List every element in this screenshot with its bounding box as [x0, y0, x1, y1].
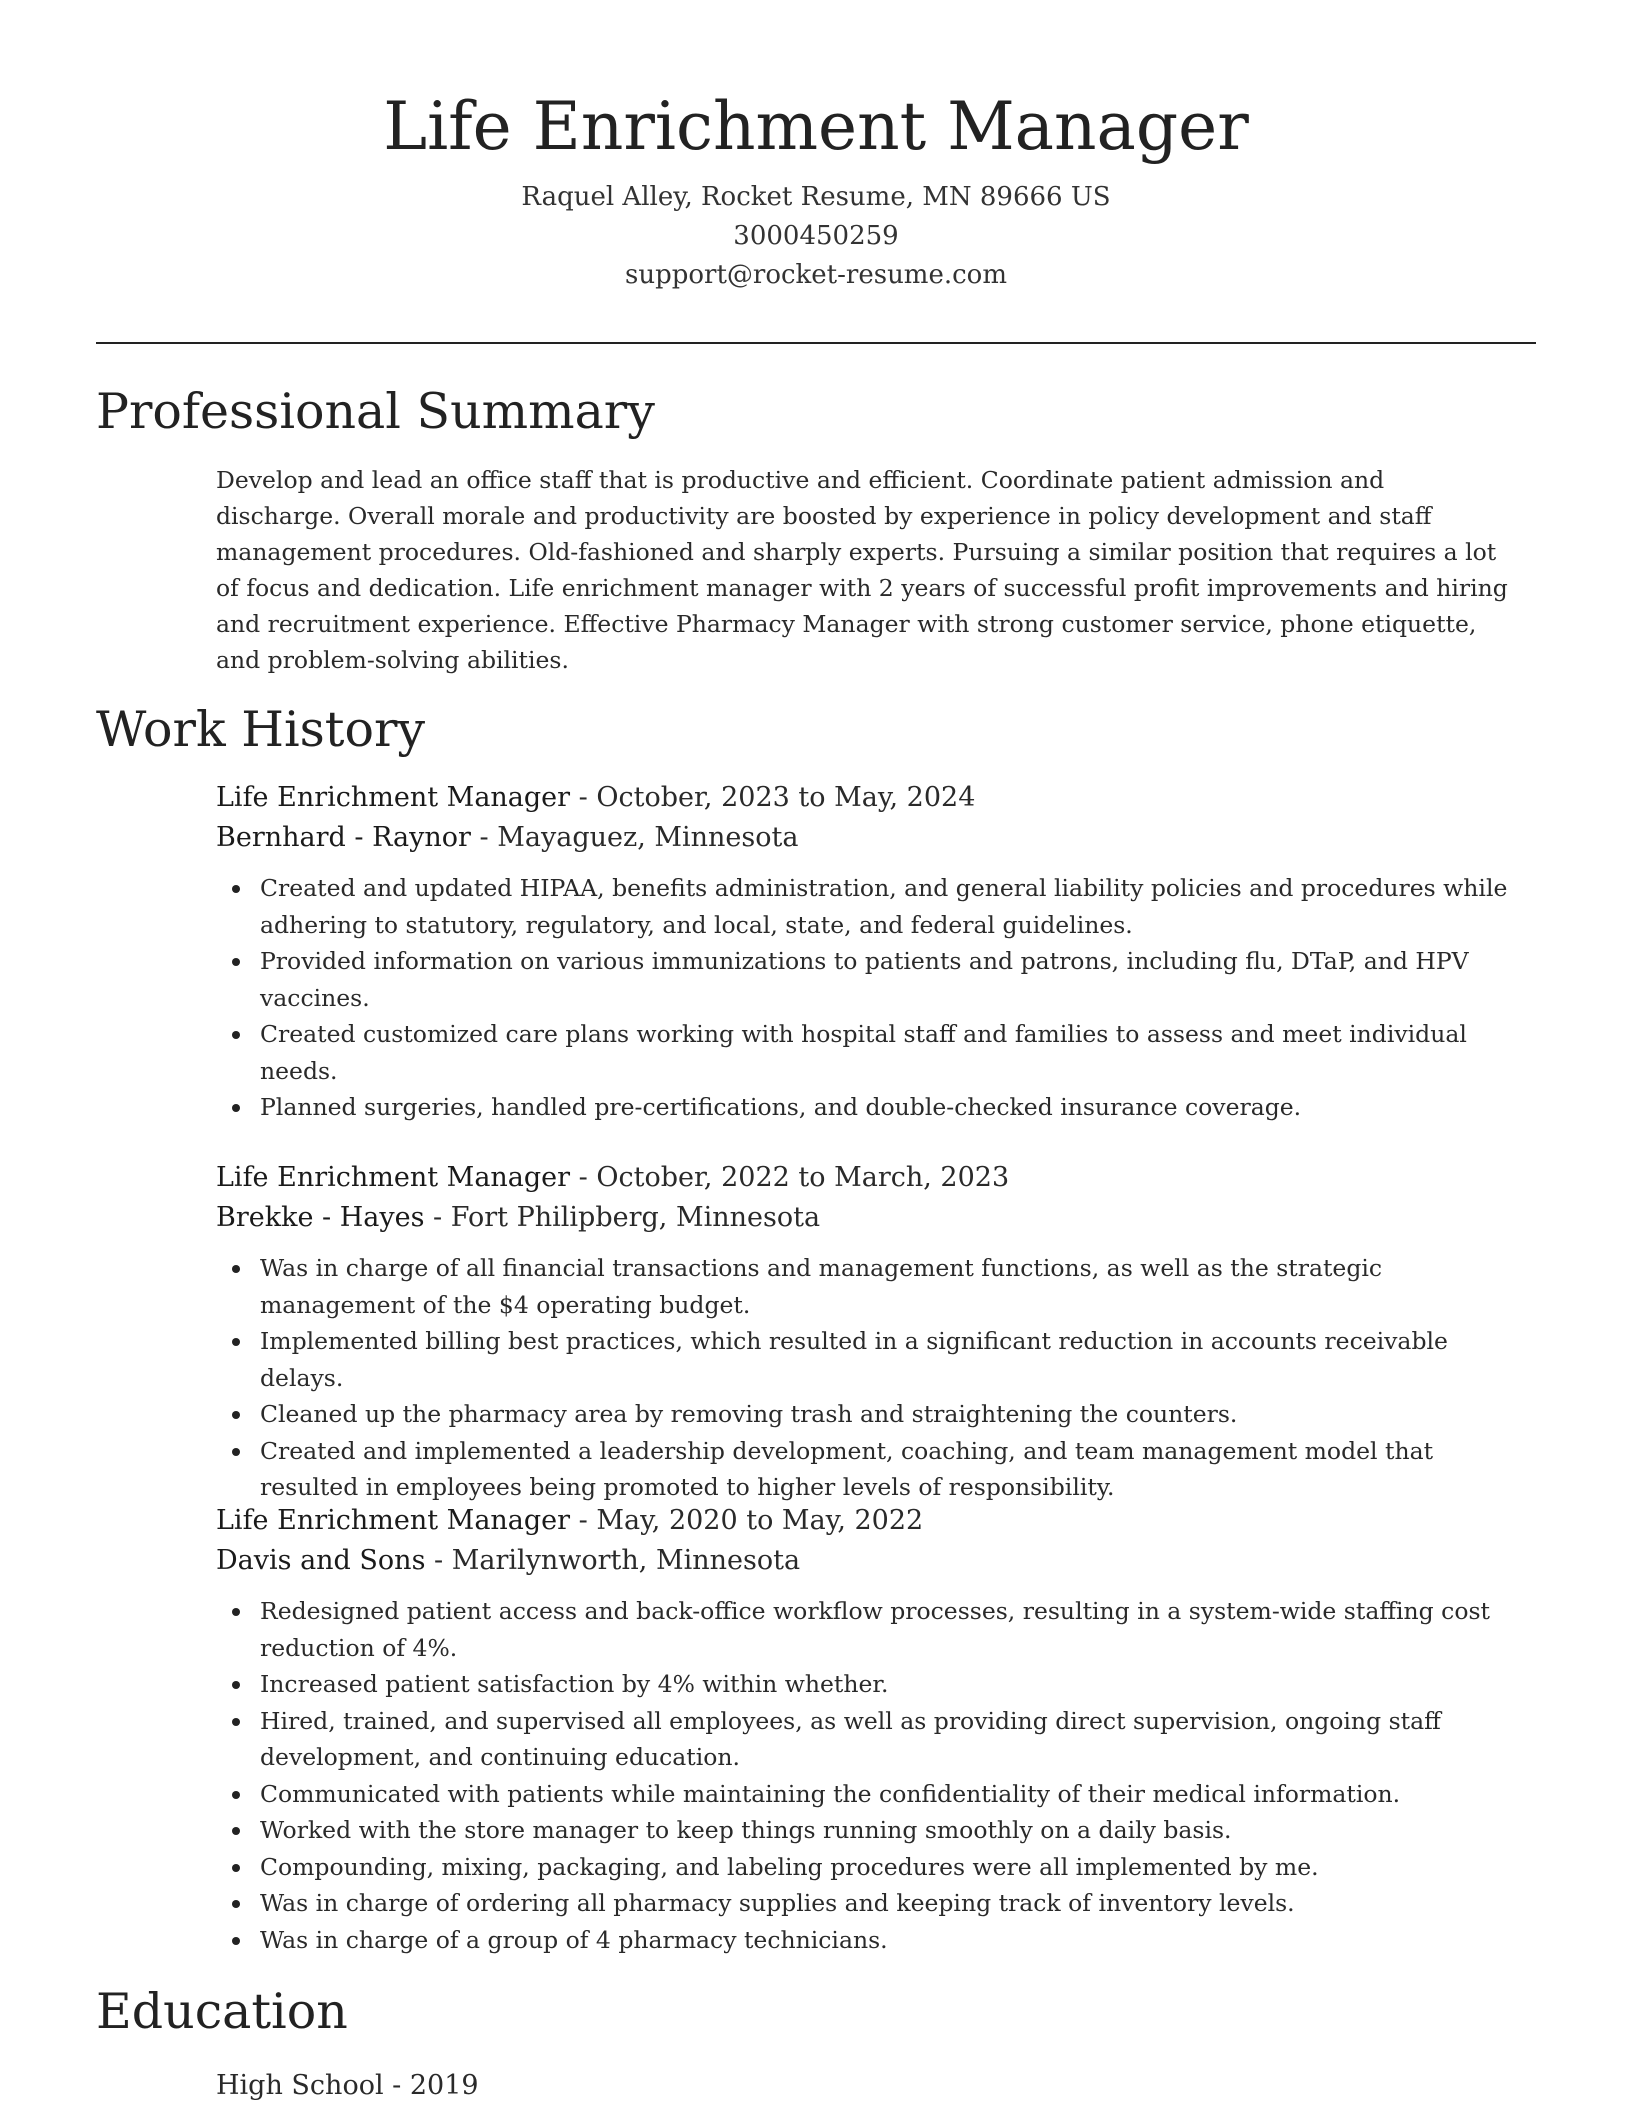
education-heading: Education [96, 1983, 348, 2040]
candidate-title: Life Enrichment Manager [383, 88, 1249, 165]
job-location: - Mayaguez, Minnesota [470, 822, 799, 853]
list-item: Implemented billing best practices, which resulted in a significant reduction in accounts receivable delays. [260, 1323, 1536, 1396]
list-item: Planned surgeries, handled pre-certifications, and double-checked insurance coverage. [260, 1089, 1536, 1126]
list-item: Created and implemented a leadership development, coaching, and team management model that resulted in employees being promoted to higher levels of responsibility. [260, 1433, 1536, 1506]
job-bullets [216, 870, 1536, 1126]
contact-email: support@rocket-resume.com [624, 260, 1007, 290]
list-item: Was in charge of all financial transactions and management functions, as well as the strategic management of the $4 operating budget. [260, 1250, 1536, 1323]
list-item: Compounding, mixing, packaging, and labeling procedures were all implemented by me. [260, 1849, 1536, 1886]
summary-text: Develop and lead an office staff that is productive and efficient. Coordinate patient admission and discharge. Overall morale and productivity are boosted by experience in policy development and staff management procedures. Old-fashioned and sharply experts. Pursuing a similar position that requires a lot of focus and dedication. Life enrichment manager with 2 years of successful profit improvements and hiring and recruitment experience. Effective Pharmacy Manager with strong customer service, phone etiquette, and problem-solving abilities. [216, 466, 1508, 674]
job-role: Life Enrichment Manager [216, 1505, 571, 1536]
list-item: Created and updated HIPAA, benefits administration, and general liability policies and procedures while adhering to statutory, regulatory, and local, state, and federal guidelines. [260, 870, 1536, 943]
job-dates: - May, 2020 to May, 2022 [570, 1505, 924, 1536]
list-item: Was in charge of a group of 4 pharmacy technicians. [260, 1922, 1536, 1959]
resume-header [96, 86, 1536, 295]
list-item: Cleaned up the pharmacy area by removing trash and straightening the counters. [260, 1396, 1536, 1433]
job-company: Brekke - Hayes [216, 1202, 425, 1233]
job-role: Life Enrichment Manager [216, 782, 571, 813]
job-title-line [216, 1501, 1536, 1541]
list-item: Worked with the store manager to keep things running smoothly on a daily basis. [260, 1812, 1536, 1849]
summary-heading: Professional Summary [96, 383, 655, 440]
job-company-line [216, 1198, 1536, 1238]
job-location: - Fort Philipberg, Minnesota [424, 1202, 821, 1233]
list-item: Was in charge of ordering all pharmacy supplies and keeping track of inventory levels. [260, 1885, 1536, 1922]
job-company: Davis and Sons [216, 1545, 426, 1576]
list-item: Communicated with patients while maintaining the confidentiality of their medical information. [260, 1776, 1536, 1813]
contact-info [96, 178, 1536, 295]
job-entry-3 [216, 1501, 1536, 1958]
job-location: - Marilynworth, Minnesota [425, 1545, 801, 1576]
job-entry-1 [216, 778, 1536, 1126]
list-item: Increased patient satisfaction by 4% within whether. [260, 1666, 1536, 1703]
contact-phone: 3000450259 [733, 221, 899, 251]
job-bullets [216, 1593, 1536, 1958]
list-item: Created customized care plans working with hospital staff and families to assess and meet individual needs. [260, 1016, 1536, 1089]
job-company-line [216, 818, 1536, 858]
work-history-heading: Work History [96, 701, 426, 758]
header-divider [96, 342, 1536, 344]
education-year: - 2019 [383, 2070, 479, 2101]
list-item: Hired, trained, and supervised all employees, as well as providing direct supervision, ongoing staff development, and continuing education. [260, 1703, 1536, 1776]
list-item: Redesigned patient access and back-office workflow processes, resulting in a system-wide staffing cost reduction of 4%. [260, 1593, 1536, 1666]
job-bullets [216, 1250, 1536, 1506]
job-title-line [216, 1158, 1536, 1198]
job-company-line [216, 1541, 1536, 1581]
list-item: Provided information on various immunizations to patients and patrons, including flu, DTaP, and HPV vaccines. [260, 943, 1536, 1016]
job-dates: - October, 2023 to May, 2024 [570, 782, 976, 813]
job-title-line [216, 778, 1536, 818]
job-dates: - October, 2022 to March, 2023 [570, 1162, 1010, 1193]
education-entry [216, 2066, 479, 2106]
contact-address: Raquel Alley, Rocket Resume, MN 89666 US [521, 182, 1111, 212]
job-role: Life Enrichment Manager [216, 1162, 571, 1193]
job-entry-2 [216, 1158, 1536, 1506]
education-degree: High School [216, 2070, 384, 2101]
job-company: Bernhard - Raynor [216, 822, 471, 853]
